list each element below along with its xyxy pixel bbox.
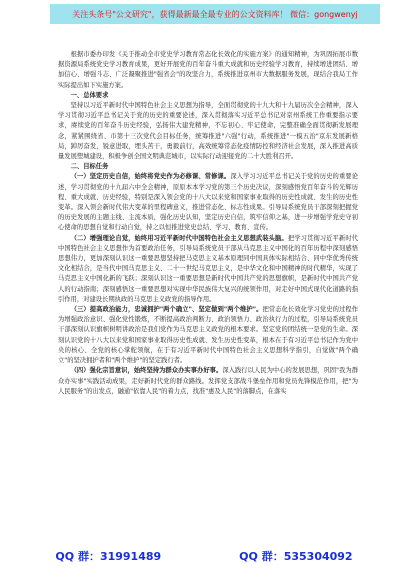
goal-item-4-lead: （四）强化宗旨意识，始终坚持为群众办实事办好事。 — [70, 367, 223, 375]
goal-item-1 — [58, 172, 358, 233]
goal-item-1-lead: （一）坚定历史自信，始终将党史作为必修课、常修课。 — [70, 173, 231, 181]
goal-item-4 — [58, 366, 358, 397]
qq-group-1: QQ 群：31991489 — [55, 550, 162, 563]
footer-contact-bar — [0, 548, 408, 564]
intro-paragraph: 根据市委办印发《关于推动全市党史学习教育常态化长效化的实施方案》的通知精神，为巩固拓展市数据资源局系统党史学习教育成果，更好开展党的百年奋斗重大成就和历史经验学习教育，持续增进团结、增加信心、增强斗志、广泛凝聚推进"强省会"的攻坚合力，系统推进京州市大数据服务发展，现结合我局工作实际提出如下实施方案。 — [58, 51, 358, 89]
section-heading-goals: 二、目标任务 — [70, 163, 109, 171]
qq-group-2: QQ 群：535304092 — [239, 550, 353, 563]
section-heading-overall: 一、总体要求 — [70, 91, 109, 99]
goal-item-2-lead: （二）增强理论自觉，始终用习近平新时代中国特色社会主义思想武装头脑。 — [70, 234, 288, 242]
promo-banner[interactable] — [50, 4, 380, 24]
document-body — [58, 50, 358, 522]
goal-item-4-text: 深入践行以人民为中心的发展思想，巩固"我为群众办实事"实践活动成果，走好新时代党的群众路线。发挥党支部战斗堡垒作用和党员先锋模范作用，把"为人民服务"的出发点，融通"依靠人民"的着力点，找准"惠及人民"的落脚点，在落实 — [58, 367, 358, 395]
goal-item-3 — [58, 305, 358, 366]
goal-item-2-text: 把学习贯彻习近平新时代中国特色社会主义思想作为首要政治任务，引导局系统党员干部从马克思主义中国化的百年历程中深刻感悟思想伟力，更加深刻认识这一重要思想坚持把马克思主义基本原理同中国具体实际相结合、同中华优秀传统文化相结合，是当代中国马克思主义、二十一世纪马克思主义，是中华文化和中国精神的时代精华，实现了马克思主义中国化新的飞跃；深刻认识这一重要思想是新时代中国共产党的思想旗帜，是新时代中国共产党人的行动指南；深刻感悟这一重要思想对实现中华民族伟大复兴的统领作用，对走好中国式现代化道路的指引作用，对建设长期执政的马克思主义政党的指导作用。 — [58, 234, 358, 303]
overall-requirements-paragraph: 坚持以习近平新时代中国特色社会主义思想为指导，全面贯彻党的十九大和十九届历次全会精神，深入学习贯彻习近平总书记关于党的历史的重要论述，深入贯彻落实习近平总书记对京州系统工作重要指示要求，赓续党的百年奋斗历史经验，弘扬伟大建党精神，不忘初心、牢记使命，完整准确全面贯彻新发展理念，紧紧围绕省、市第十三次党代会目标任务，统筹推进"六强"行动，系统推进"一模五治"京东发展新格局，踔厉奋发，锐意进取，埋头苦干，勇毅前行，高效统筹常态化疫情防控和经济社会发展，深入推进高质量发展塑城建设，积极争创全国文明典范城市，以实际行动迎接党的二十大胜利召开。 — [58, 102, 358, 161]
goal-item-3-text: 把常态化长效化学习党史的过程作为增强政治意识、强化党性锻炼，不断提高政治判断力、政治领悟力、政治执行力的过程，引导局系统党员干部深刻认识旗帜树明讲政治是我们党作为马克思主义政党的根本要求。坚定党的团结统一是党的生命。深刻认识党的十八大以来党和国家事业取得历史性成就、发生历史性变革，根本在于有习近平总书记作为党中央的核心、全党的核心掌舵领航，在于有习近平新时代中国特色社会主义思想科学指引，自觉做"两个确立"的坚决拥护者和"两个维护"的坚定践行者。 — [58, 306, 358, 365]
goal-item-3-lead: （三）提高政治能力，忠诚拥护"两个确立"、坚定做到"两个维护"。 — [70, 306, 263, 314]
goal-item-1-text: 深入学习习近平总书记关于党的历史的重要论述，学习贯彻党的十九届六中全会精神，原原本本学习党的第三个历史决议，深刻感悟党百年奋斗的光辉历程、重大成就、历史经验，特别是深入领会党的十八大以来党和国家事业取得的历史性成就、发生的历史性变革。深入领会新时代伟大变革的里程碑意义，推进常态化、标志性成果。引导局系统党员干部深刻把握党的历史发展的主题主线、主流本质，强化历史认知，坚定历史自信，筑牢信仰之基，进一步增强学党史守初心使命的思想自觉和行动自觉，持之以恒推进党史总结、学习、教育、宣传。 — [58, 173, 358, 232]
promo-banner-text: 关注头条号"公文研究"，获得最新最全最专业的公文资料库！ 微信：gongwenyj — [72, 9, 358, 19]
goal-item-2 — [58, 234, 358, 305]
